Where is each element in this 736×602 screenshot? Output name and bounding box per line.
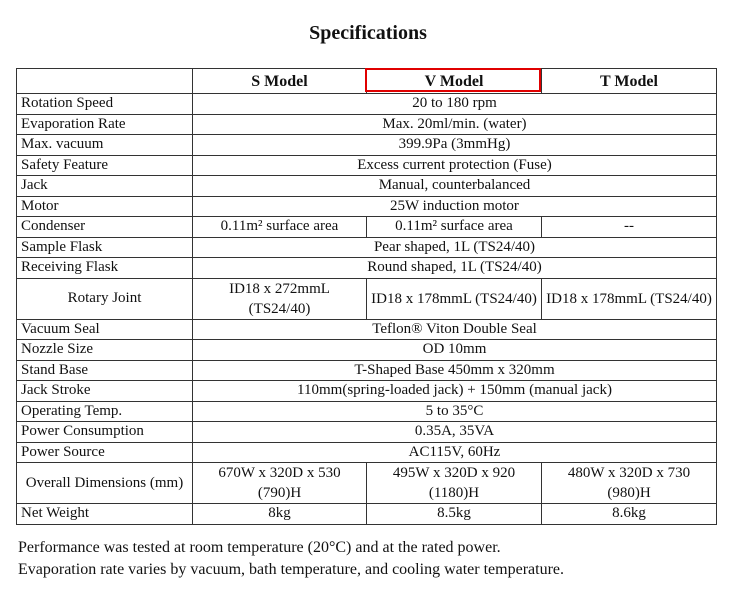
row-value-all-models: Teflon® Viton Double Seal — [193, 319, 717, 340]
table-row — [17, 360, 717, 381]
row-value-s-model: ID18 x 272mmL (TS24/40) — [193, 278, 367, 319]
row-value-s-model: 0.11m² surface area — [193, 217, 367, 238]
row-value-all-models: OD 10mm — [193, 340, 717, 361]
row-label: Rotary Joint — [17, 278, 193, 319]
page-title: Specifications — [309, 22, 427, 44]
table-row — [17, 278, 717, 319]
table-row — [17, 135, 717, 156]
row-label: Evaporation Rate — [17, 114, 193, 135]
row-label: Power Consumption — [17, 422, 193, 443]
table-row — [17, 381, 717, 402]
row-label: Operating Temp. — [17, 401, 193, 422]
header-empty — [17, 69, 193, 94]
row-label: Safety Feature — [17, 155, 193, 176]
row-value-all-models: Round shaped, 1L (TS24/40) — [193, 258, 717, 279]
row-label: Vacuum Seal — [17, 319, 193, 340]
table-row — [17, 237, 717, 258]
row-value-all-models: 25W induction motor — [193, 196, 717, 217]
row-value-v-model: ID18 x 178mmL (TS24/40) — [367, 278, 542, 319]
table-row — [17, 504, 717, 525]
row-value-t-model: -- — [542, 217, 717, 238]
table-row — [17, 442, 717, 463]
row-label: Condenser — [17, 217, 193, 238]
row-value-all-models: T-Shaped Base 450mm x 320mm — [193, 360, 717, 381]
footnote-evaporation: Evaporation rate varies by vacuum, bath temperature, and cooling water temperature. — [18, 561, 564, 578]
row-value-all-models: Manual, counterbalanced — [193, 176, 717, 197]
header-row — [17, 69, 717, 94]
row-label: Rotation Speed — [17, 94, 193, 115]
row-value-all-models: 399.9Pa (3mmHg) — [193, 135, 717, 156]
row-label: Motor — [17, 196, 193, 217]
table-row — [17, 94, 717, 115]
row-label: Net Weight — [17, 504, 193, 525]
table-row — [17, 176, 717, 197]
row-label: Jack — [17, 176, 193, 197]
row-label: Power Source — [17, 442, 193, 463]
table-row — [17, 319, 717, 340]
row-label: Nozzle Size — [17, 340, 193, 361]
row-value-v-model: 0.11m² surface area — [367, 217, 542, 238]
table-row — [17, 196, 717, 217]
table-row — [17, 422, 717, 443]
table-row — [17, 401, 717, 422]
header-t-model: T Model — [542, 69, 717, 94]
specifications-table — [16, 68, 717, 525]
row-label: Receiving Flask — [17, 258, 193, 279]
row-value-all-models: 0.35A, 35VA — [193, 422, 717, 443]
table-row — [17, 258, 717, 279]
row-label: Jack Stroke — [17, 381, 193, 402]
row-label: Max. vacuum — [17, 135, 193, 156]
row-value-all-models: Max. 20ml/min. (water) — [193, 114, 717, 135]
row-label: Sample Flask — [17, 237, 193, 258]
row-value-t-model: ID18 x 178mmL (TS24/40) — [542, 278, 717, 319]
row-value-all-models: Excess current protection (Fuse) — [193, 155, 717, 176]
header-s-model: S Model — [193, 69, 367, 94]
row-value-s-model: 670W x 320D x 530 (790)H — [193, 463, 367, 504]
row-value-t-model: 480W x 320D x 730 (980)H — [542, 463, 717, 504]
footnote-performance: Performance was tested at room temperature (20°C) and at the rated power. — [18, 539, 501, 556]
table-row — [17, 217, 717, 238]
table-row — [17, 114, 717, 135]
table-row — [17, 463, 717, 504]
row-value-t-model: 8.6kg — [542, 504, 717, 525]
row-value-all-models: 110mm(spring-loaded jack) + 150mm (manual jack) — [193, 381, 717, 402]
row-label: Overall Dimensions (mm) — [17, 463, 193, 504]
row-value-all-models: AC115V, 60Hz — [193, 442, 717, 463]
row-label: Stand Base — [17, 360, 193, 381]
table-row — [17, 340, 717, 361]
row-value-all-models: 20 to 180 rpm — [193, 94, 717, 115]
footnotes — [18, 537, 564, 581]
row-value-all-models: Pear shaped, 1L (TS24/40) — [193, 237, 717, 258]
row-value-v-model: 8.5kg — [367, 504, 542, 525]
row-value-all-models: 5 to 35°C — [193, 401, 717, 422]
specifications-body — [17, 94, 717, 525]
table-row — [17, 155, 717, 176]
row-value-s-model: 8kg — [193, 504, 367, 525]
header-v-model: V Model — [367, 69, 542, 94]
row-value-v-model: 495W x 320D x 920 (1180)H — [367, 463, 542, 504]
